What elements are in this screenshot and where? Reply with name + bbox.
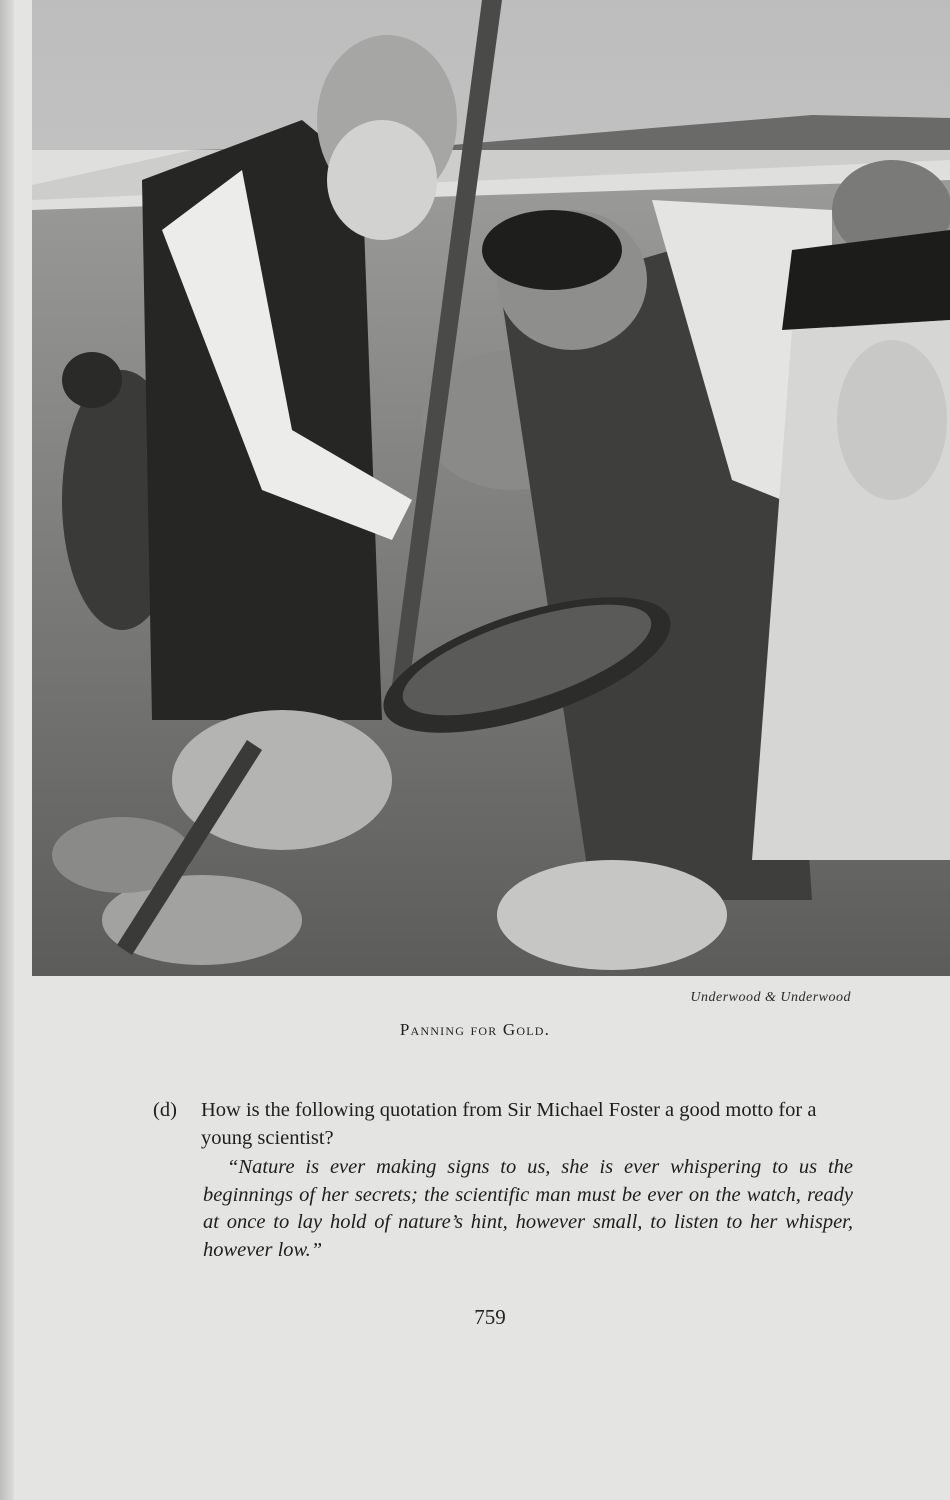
quotation: “Nature is ever making signs to us, she is ever whispering to us the beginnings of her secrets; the scientific man must be ever on the watch, ready at once to lay hold of nature’s hint, however small, to listen to her whisper, however low.”: [203, 1156, 853, 1261]
photograph-panning-for-gold-icon: [32, 0, 950, 976]
photograph: [32, 0, 950, 976]
photo-caption: Panning for Gold.: [399, 1020, 551, 1039]
question-d: [153, 1096, 853, 1152]
photo-credit: Underwood & Underwood: [690, 990, 851, 1005]
page-number: 759: [474, 1305, 506, 1329]
question-letter: (d): [153, 1099, 177, 1121]
question-text: How is the following quotation from Sir Michael Foster a good motto for a young scientist?: [201, 1099, 817, 1149]
page-edge: [0, 0, 14, 1500]
